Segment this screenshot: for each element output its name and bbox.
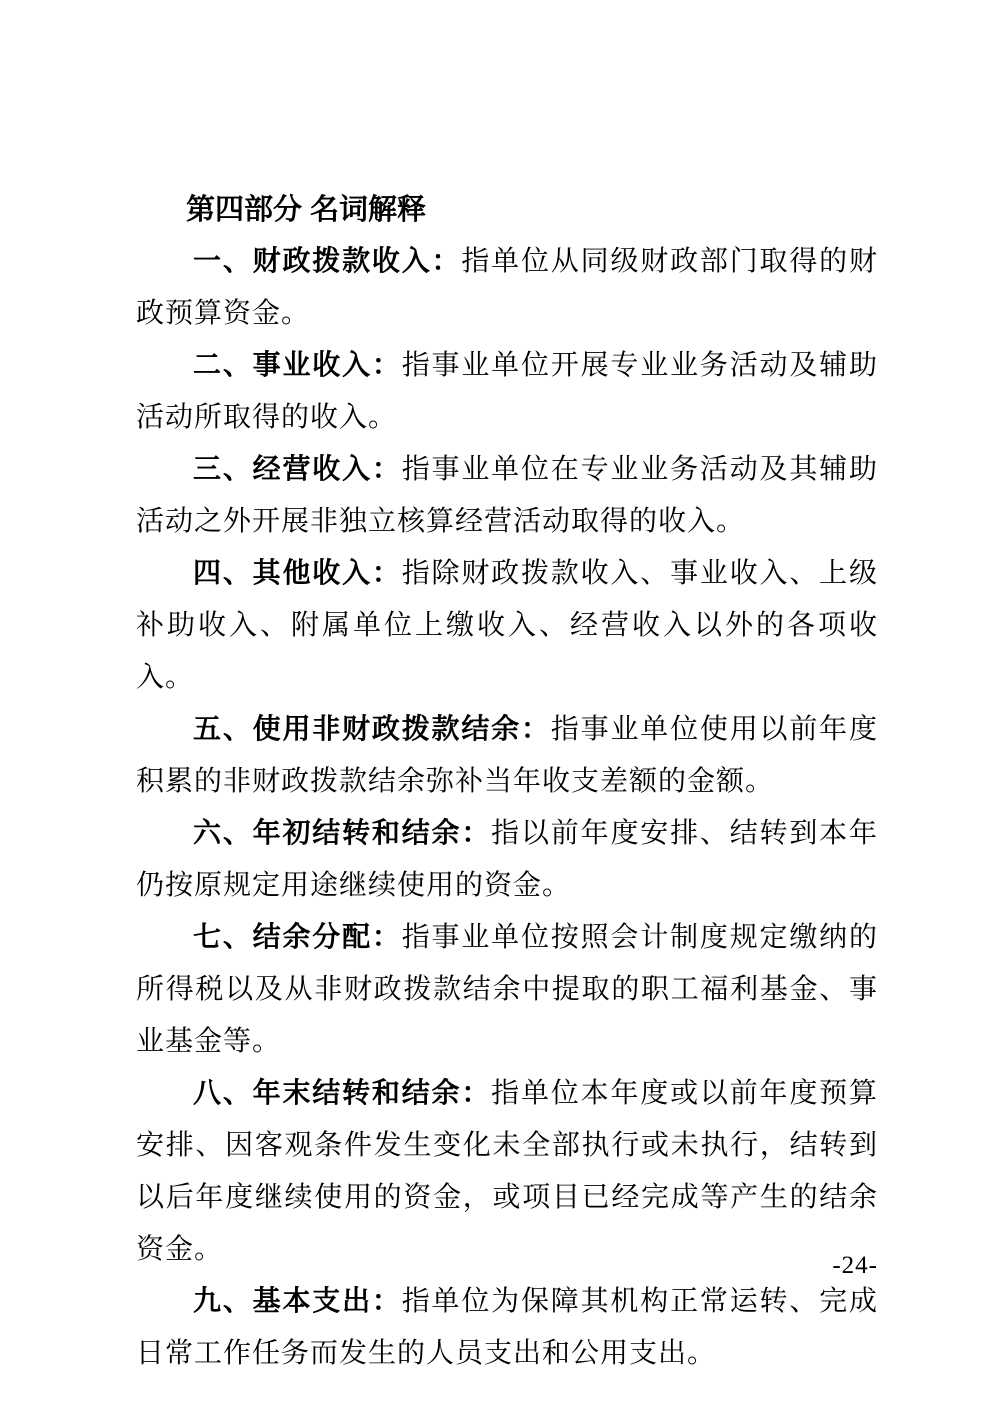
term-label: 九、基本支出：: [193, 1286, 402, 1317]
document-content: [136, 184, 878, 1380]
term-definition: 指单位从同级财政部门取得的财政预算资金。: [136, 246, 878, 329]
term-paragraph: [136, 340, 878, 444]
term-paragraph: [136, 236, 878, 340]
term-paragraph: [136, 704, 878, 808]
term-label: 二、事业收入：: [193, 350, 402, 381]
terms-list: [136, 236, 878, 1380]
term-definition: 指事业单位按照会计制度规定缴纳的所得税以及从非财政拨款结余中提取的职工福利基金、事业基金等。: [136, 922, 878, 1057]
term-label: 一、财政拨款收入：: [193, 246, 462, 277]
term-paragraph: [136, 444, 878, 548]
section-heading: 第四部分 名词解释: [186, 194, 427, 226]
term-definition: 指除财政拨款收入、事业收入、上级补助收入、附属单位上缴收入、经营收入以外的各项收入。: [136, 558, 878, 693]
page-number: -24-: [832, 1252, 878, 1279]
term-label: 七、结余分配：: [193, 922, 402, 953]
term-definition: 指单位为保障其机构正常运转、完成日常工作任务而发生的人员支出和公用支出。: [136, 1286, 878, 1369]
term-paragraph: [136, 1068, 878, 1276]
term-label: 六、年初结转和结余：: [193, 818, 492, 849]
term-definition: 指事业单位使用以前年度积累的非财政拨款结余弥补当年收支差额的金额。: [136, 714, 878, 797]
term-label: 八、年末结转和结余：: [193, 1078, 492, 1109]
term-definition: 指事业单位在专业业务活动及其辅助活动之外开展非独立核算经营活动取得的收入。: [136, 454, 878, 537]
term-paragraph: [136, 548, 878, 704]
term-paragraph: [136, 912, 878, 1068]
term-label: 四、其他收入：: [193, 558, 402, 589]
term-definition: 指单位本年度或以前年度预算安排、因客观条件发生变化未全部执行或未执行，结转到以后年度继续使用的资金，或项目已经完成等产生的结余资金。: [136, 1078, 878, 1265]
term-definition: 指事业单位开展专业业务活动及辅助活动所取得的收入。: [136, 350, 878, 433]
term-label: 五、使用非财政拨款结余：: [193, 714, 551, 745]
term-paragraph: [136, 1276, 878, 1380]
term-paragraph: [136, 808, 878, 912]
term-definition: 指以前年度安排、结转到本年仍按原规定用途继续使用的资金。: [136, 818, 878, 901]
term-label: 三、经营收入：: [193, 454, 402, 485]
